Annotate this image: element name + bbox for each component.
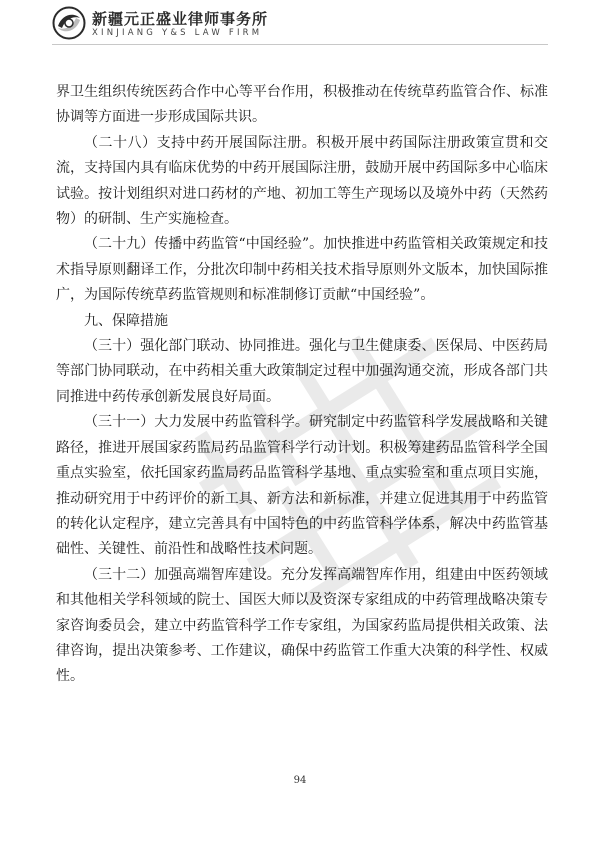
body-paragraph: （三十）强化部门联动、协同推进。强化与卫生健康委、医保局、中医药局等部门协同联动，在中药相关重大政策制定过程中加强沟通交流，形成各部门共同推进中药传承创新发展良好局面。 bbox=[56, 338, 548, 405]
body-paragraph: （三十二）加强高端智库建设。充分发挥高端智库作用，组建由中医药领域和其他相关学科领域的院士、国医大师以及资深专家组成的中药管理战略决策专家咨询委员会，建立中药监管科学工作专家组，为国家药监局提供相关政策、法律咨询，提出决策参考、工作建议，确保中药监管工作重大决策的科学性、权威性。 bbox=[56, 566, 548, 685]
firm-name-english: XINJIANG Y&S LAW FIRM bbox=[92, 28, 263, 38]
body-paragraph: 界卫生组织传统医药合作中心等平台作用，积极推动在传统草药监管合作、标准协调等方面进一步形成国际共识。 bbox=[56, 84, 548, 126]
section-heading: 九、保障措施 bbox=[84, 312, 168, 329]
body-paragraph: （二十九）传播中药监管“中国经验”。加快推进中药监管相关政策规定和技术指导原则翻译工作，分批次印制中药相关技术指导原则外文版本，加快国际推广，为国际传统草药监管规则和标准制修订贡献“中国经验”。 bbox=[56, 236, 548, 304]
firm-name-chinese: 新疆元正盛业律师事务所 bbox=[92, 10, 269, 28]
page-number: 94 bbox=[293, 775, 307, 786]
firm-logo-icon bbox=[52, 6, 86, 40]
document-body bbox=[56, 80, 548, 690]
body-paragraph: （二十八）支持中药开展国际注册。积极开展中药国际注册政策宣贯和交流，支持国内具有临床优势的中药开展国际注册，鼓励开展中药国际多中心临床试验。按计划组织对进口药材的产地、初加工等生产现场以及境外中药（天然药物）的研制、生产实施检查。 bbox=[56, 134, 548, 228]
body-paragraph: （三十一）大力发展中药监管科学。研究制定中药监管科学发展战略和关键路径，推进开展国家药监局药品监管科学行动计划。积极筹建药品监管科学全国重点实验室，依托国家药监局药品监管科学基地、重点实验室和重点项目实施，推动研究用于中药评价的新工具、新方法和新标准，并建立促进其用于中药监管的转化认定程序，建立完善具有中国特色的中药监管科学体系，解决中药监管基础性、关键性、前沿性和战略性技术问题。 bbox=[56, 414, 548, 558]
letterhead bbox=[52, 4, 552, 44]
header-divider bbox=[52, 44, 548, 45]
